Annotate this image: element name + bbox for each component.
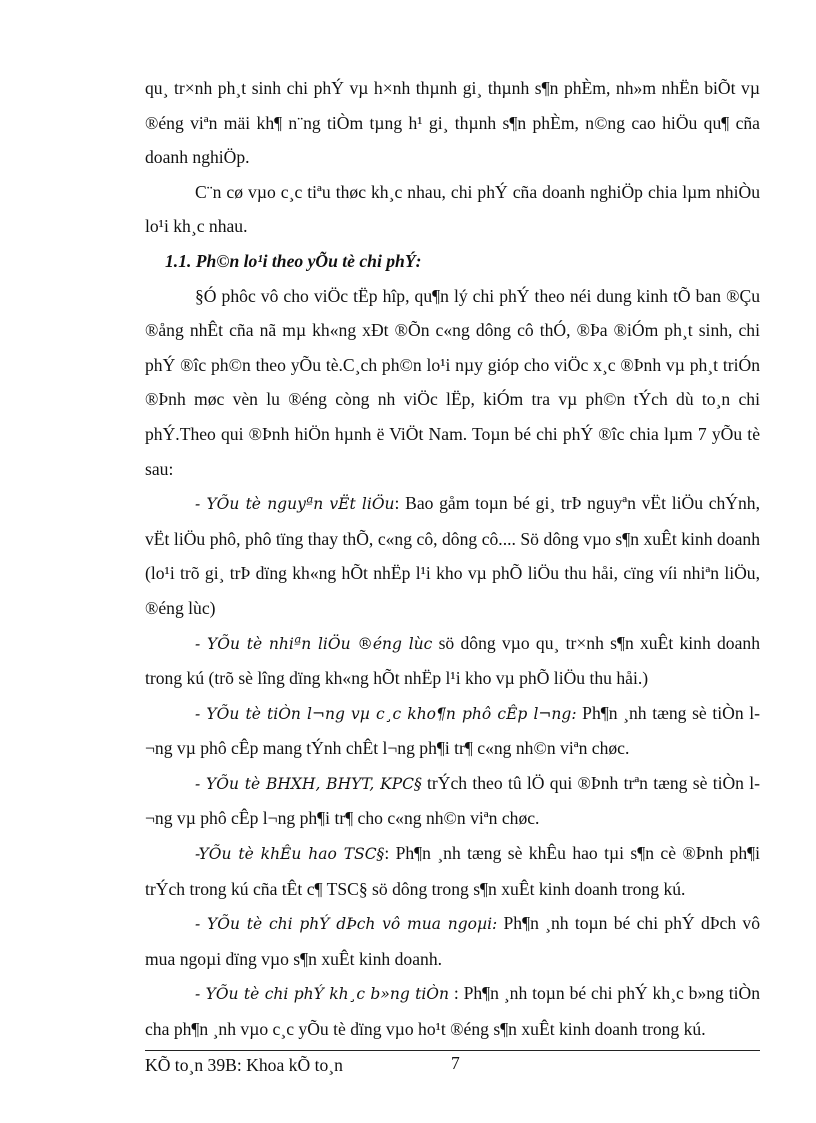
paragraph: qu¸ tr×nh ph¸t sinh chi phÝ vµ h×nh thµnh gi¸ thµnh s¶n phÈm, nh»m nhËn biÕt vµ ®éng viªn mäi kh¶ n¨ng tiÒm tµng h¹ gi¸ thµnh s¶n phÈm, n©ng cao hiÖu qu¶ cña doanh nghiÖp.: [145, 78, 760, 168]
document-body: [145, 71, 760, 1047]
item-lead: - YÕu tè nhiªn liÖu ®éng lùc: [195, 634, 433, 653]
list-item: [145, 626, 760, 696]
footer-divider: [145, 1050, 760, 1051]
list-item: [145, 696, 760, 766]
intro-paragraph: §Ó phôc vô cho viÖc tËp hîp, qu¶n lý chi phÝ theo néi dung kinh tÕ ban ®Çu ®ång nhÊt cña nã mµ kh«ng xÐt ®Õn c«ng dông cô thÓ, ®Þa ®iÓm ph¸t sinh, chi phÝ ®îc ph©n theo yÕu tè.C¸ch ph©n lo¹i nµy gióp cho viÖc x¸c ®Þnh vµ ph¸t triÓn ®Þnh møc vèn lu ®éng còng nh viÖc lËp, kiÓm tra vµ ph©n tÝch dù to¸n chi phÝ.Theo qui ®Þnh hiÖn hµnh ë ViÖt Nam. Toµn bé chi phÝ ®îc chia lµm 7 yÕu tè sau:: [145, 285, 760, 479]
item-body: : Ph¶n ¸nh toµn bé chi phÝ kh¸c b»ng tiÒn cha ph¶n ¸nh vµo c¸c yÕu tè dïng vµo ho¹t ®éng s¶n xuÊt kinh doanh trong kú.: [145, 983, 760, 1040]
item-lead: - YÕu tè BHXH, BHYT, KPC§: [195, 774, 422, 793]
footer-text: KÕ to¸n 39B: Khoa kÕ to¸n: [145, 1055, 343, 1075]
page-number: 7: [451, 1053, 460, 1073]
list-item: [145, 486, 760, 625]
item-lead: - YÕu tè nguyªn vËt liÖu: [195, 495, 395, 514]
item-lead: -YÕu tè khÊu hao TSC§: [195, 845, 385, 864]
list-item: [145, 906, 760, 976]
item-body: Ph¶n ¸nh toµn bé chi phÝ dÞch vô mua ngoµi dïng vµo s¶n xuÊt kinh doanh.: [145, 913, 760, 969]
item-lead: - YÕu tè chi phÝ kh¸c b»ng tiÒn: [195, 985, 449, 1004]
item-body: sö dông vµo qu¸ tr×nh s¶n xuÊt kinh doanh trong kú (trõ sè lîng dïng kh«ng hÕt nhËp l¹i kho vµ phÕ liÖu thu håi.): [145, 632, 760, 689]
item-lead: - YÕu tè tiÒn l¬ng vµ c¸c kho¶n phô cÊp l¬ng:: [195, 704, 577, 723]
section-heading: 1.1. Ph©n lo¹i theo yÕu tè chi phÝ:: [165, 250, 422, 271]
item-body: trÝch theo tû lÖ qui ®Þnh trªn tæng sè tiÒn l¬ng vµ phô cÊp l¬ng ph¶i tr¶ cho c«ng nh©n viªn chøc.: [145, 772, 760, 829]
item-lead: - YÕu tè chi phÝ dÞch vô mua ngoµi:: [195, 915, 498, 934]
item-body: : Ph¶n ¸nh tæng sè khÊu hao tµi s¶n cè ®Þnh ph¶i trÝch trong kú cña tÊt c¶ TSC§ sö dông trong s¶n xuÊt kinh doanh trong kú.: [145, 843, 760, 899]
item-body: Ph¶n ¸nh tæng sè tiÒn l¬ng vµ phô cÊp mang tÝnh chÊt l¬ng ph¶i tr¶ c«ng nh©n viªn chøc.: [145, 702, 760, 759]
list-item: [145, 766, 760, 836]
list-item: [145, 836, 760, 906]
paragraph: C¨n cø vµo c¸c tiªu thøc kh¸c nhau, chi phÝ cña doanh nghiÖp chia lµm nhiÒu lo¹i kh¸c nhau.: [145, 181, 760, 237]
item-body: : Bao gåm toµn bé gi¸ trÞ nguyªn vËt liÖu chÝnh, vËt liÖu phô, phô tïng thay thÕ, c«ng cô, dông cô.... Sö dông vµo s¶n xuÊt kinh doanh (lo¹i trõ gi¸ trÞ dïng kh«ng hÕt nhËp l¹i kho vµ phÕ liÖu thu håi, cïng víi nhiªn liÖu, ®éng lùc): [145, 493, 760, 618]
list-item: [145, 976, 760, 1046]
